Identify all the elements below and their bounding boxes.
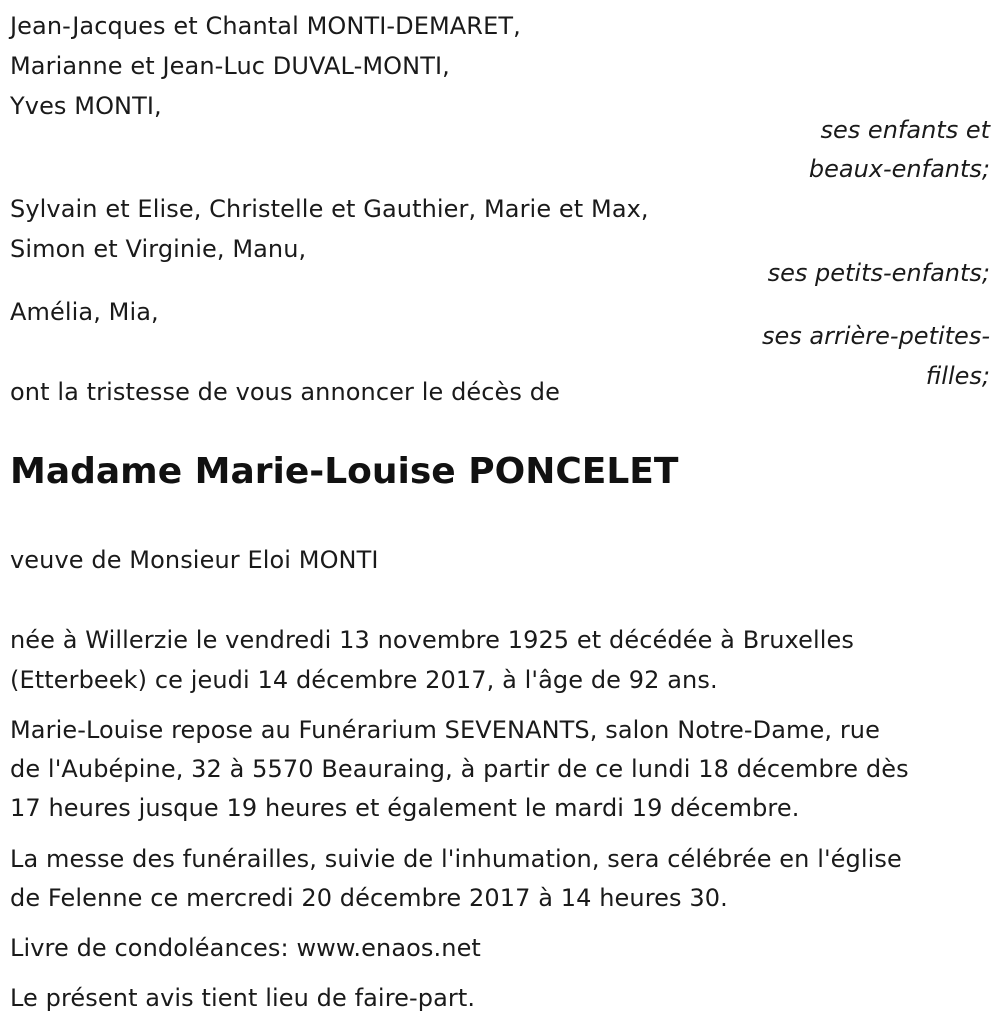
great-grandchildren-line: Amélia, Mia, <box>10 298 159 326</box>
viewing-line-1: Marie-Louise repose au Funérarium SEVENANTS, salon Notre-Dame, rue <box>10 716 880 744</box>
children-role-line-1: ses enfants et <box>820 116 990 144</box>
viewing-line-3: 17 heures jusque 19 heures et également le mardi 19 décembre. <box>10 794 800 822</box>
children-line-2: Marianne et Jean-Luc DUVAL-MONTI, <box>10 52 450 80</box>
children-role-line-2: beaux-enfants; <box>808 155 990 183</box>
birth-death-line-1: née à Willerzie le vendredi 13 novembre 1925 et décédée à Bruxelles <box>10 626 854 654</box>
funeral-line-2: de Felenne ce mercredi 20 décembre 2017 à 14 heures 30. <box>10 884 728 912</box>
birth-death-line-2: (Etterbeek) ce jeudi 14 décembre 2017, à l'âge de 92 ans. <box>10 666 718 694</box>
great-grandchildren-role-line-1: ses arrière-petites- <box>762 322 990 350</box>
widow-of-text: veuve de Monsieur Eloi MONTI <box>10 546 379 574</box>
announcement-text: ont la tristesse de vous annoncer le décès de <box>10 378 560 406</box>
condolences-text: Livre de condoléances: www.enaos.net <box>10 934 481 962</box>
grandchildren-line-2: Simon et Virginie, Manu, <box>10 235 307 263</box>
closing-text: Le présent avis tient lieu de faire-part. <box>10 984 476 1012</box>
grandchildren-role: ses petits-enfants; <box>767 259 990 287</box>
children-line-3: Yves MONTI, <box>10 92 162 120</box>
funeral-line-1: La messe des funérailles, suivie de l'inhumation, sera célébrée en l'église <box>10 845 902 873</box>
deceased-name: Madame Marie-Louise PONCELET <box>10 451 679 492</box>
viewing-line-2: de l'Aubépine, 32 à 5570 Beauraing, à partir de ce lundi 18 décembre dès <box>10 755 909 783</box>
grandchildren-line-1: Sylvain et Elise, Christelle et Gauthier, Marie et Max, <box>10 195 649 223</box>
great-grandchildren-role-line-2: filles; <box>925 362 990 390</box>
children-line-1: Jean-Jacques et Chantal MONTI-DEMARET, <box>10 12 521 40</box>
